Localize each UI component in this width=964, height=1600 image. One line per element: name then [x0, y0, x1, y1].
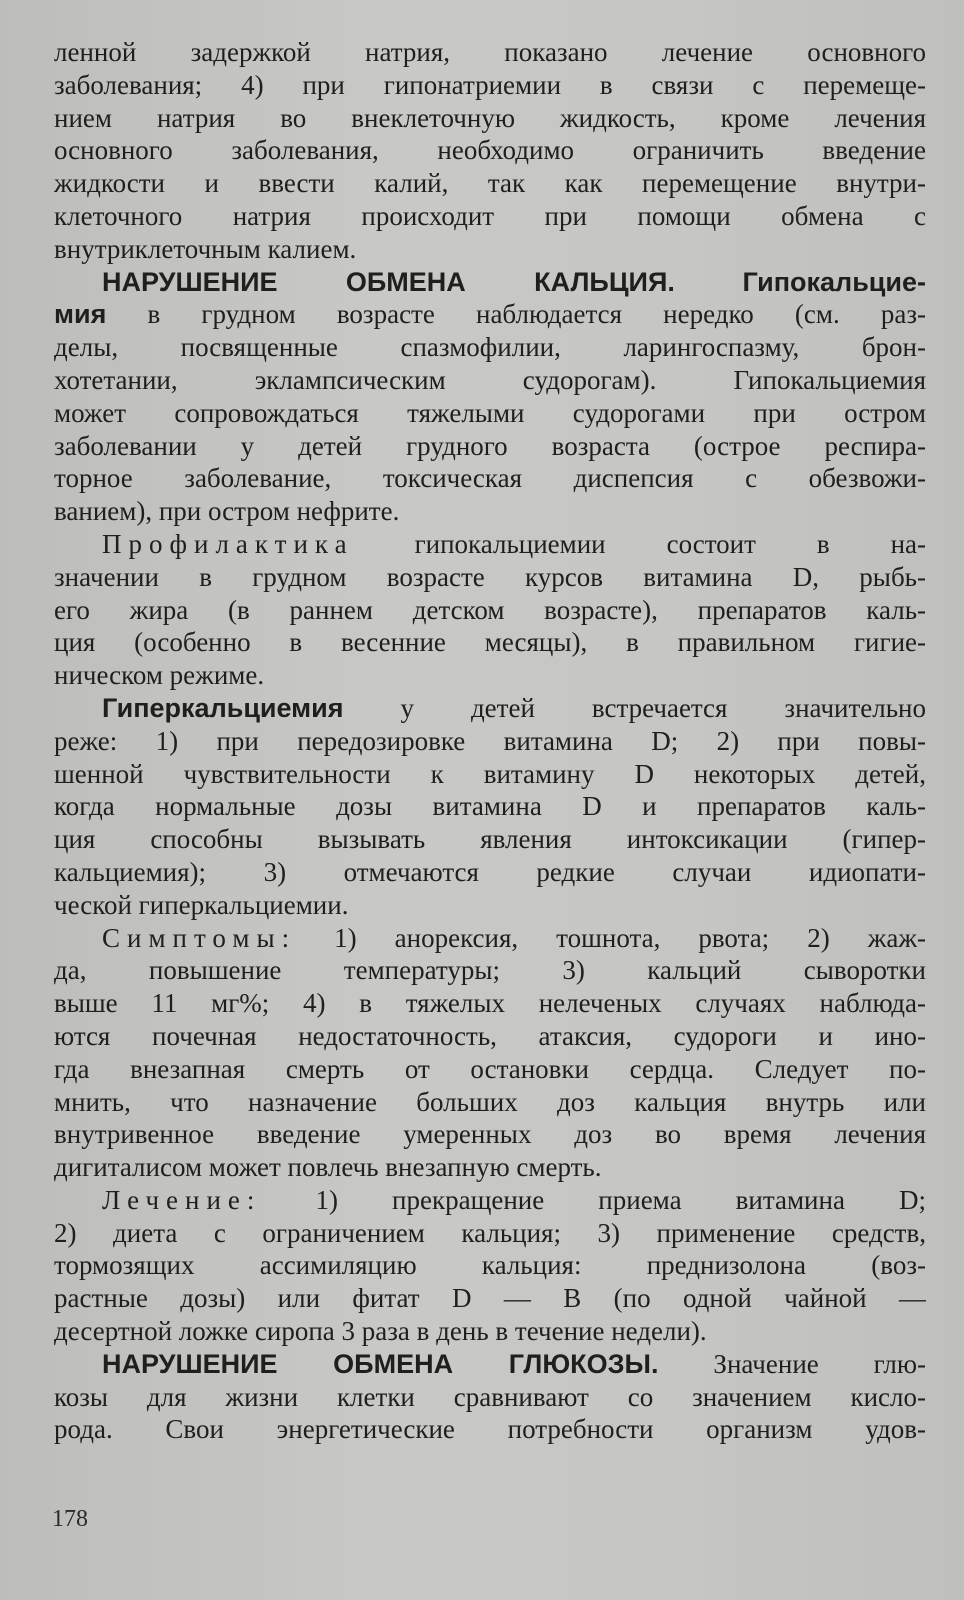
term-hypercalcemia: Гиперкальциемия: [102, 692, 344, 723]
text-line: нием натрия во внеклеточную жидкость, кроме лечения: [54, 102, 926, 133]
text-line: ванием), при остром нефрите.: [54, 496, 400, 527]
text-line: да, повышение температуры; 3) кальций сыворотки: [54, 955, 926, 986]
text-line: дигиталисом может повлечь внезапную смерть.: [54, 1152, 602, 1183]
text-line: мнить, что назначение больших доз кальция внутрь или: [54, 1086, 926, 1117]
calcium-section-heading-line: [54, 266, 926, 299]
glucose-section-heading: НАРУШЕНИЕ ОБМЕНА ГЛЮКОЗЫ.: [102, 1348, 659, 1379]
text-line: может сопровождаться тяжелыми судорогами при остром: [54, 397, 926, 428]
text-line: основного заболевания, необходимо ограничить введение: [54, 135, 926, 166]
treatment-line: Лечение: 1) прекращение приема витамина D;: [102, 1184, 926, 1215]
symptoms-label: Симптомы:: [102, 922, 297, 953]
treatment-label: Лечение:: [102, 1184, 262, 1215]
text-line: ленной задержкой натрия, показано лечение основного: [54, 37, 926, 67]
text-line: рода. Свои энергетические потребности организм удов-: [54, 1414, 926, 1445]
text-line: ническом режиме.: [54, 660, 265, 691]
text-line: 2) диета с ограничением кальция; 3) применение средств,: [54, 1217, 926, 1248]
text-line: хотетании, эклампсическим судорогам). Гипокальциемия: [54, 364, 926, 395]
hypercalcemia-line: Гиперкальциемия у детей встречается значительно: [102, 692, 926, 723]
text-line: выше 11 мг%; 4) в тяжелых нелеченых случаях наблюда-: [54, 988, 926, 1019]
prophylaxis-label: Профилактика: [102, 528, 354, 559]
glucose-section-heading-line: НАРУШЕНИЕ ОБМЕНА ГЛЮКОЗЫ. Значение глю-: [102, 1348, 926, 1379]
text-line: шенной чувствительности к витамину D некоторых детей,: [54, 758, 926, 789]
text-line: торное заболевание, токсическая диспепсия с обезвожи-: [54, 463, 926, 494]
text-line: когда нормальные дозы витамина D и препаратов каль-: [54, 791, 926, 822]
text-line: ция (особенно в весенние месяцы), в правильном гигие-: [54, 627, 926, 658]
text-line: значении в грудном возрасте курсов витамина D, рыбь-: [54, 561, 926, 592]
text-line: ция способны вызывать явления интоксикации (гипер-: [54, 824, 926, 855]
text-line: ются почечная недостаточность, атаксия, судороги и ино-: [54, 1020, 926, 1051]
text-line: растные дозы) или фитат D — B (по одной чайной —: [54, 1283, 926, 1314]
text-line: гда внезапная смерть от остановки сердца. Следует по-: [54, 1053, 926, 1084]
text-line: десертной ложке сиропа 3 раза в день в течение недели).: [54, 1316, 707, 1347]
text-line: внутривенное введение умеренных доз во время лечения: [54, 1119, 926, 1150]
text-line: его жира (в раннем детском возрасте), препаратов каль-: [54, 594, 926, 625]
term-hypocalcemia-end: мия: [54, 299, 107, 330]
text-line: жидкости и ввести калий, так как перемещение внутри-: [54, 168, 926, 199]
prophylaxis-line: Профилактика гипокальциемии состоит в на-: [102, 528, 926, 559]
text-line: ческой гиперкальциемии.: [54, 889, 349, 920]
text-line: заболевания; 4) при гипонатриемии в связи с перемеще-: [54, 69, 926, 100]
text-line: мия в грудном возрасте наблюдается нередко (см. раз-: [54, 299, 926, 330]
text-line: тормозящих ассимиляцию кальция: преднизолона (воз-: [54, 1250, 926, 1281]
text-line: козы для жизни клетки сравнивают со значением кисло-: [54, 1381, 926, 1412]
term-hypocalcemia: Гипокальцие-: [742, 266, 926, 297]
calcium-section-heading: НАРУШЕНИЕ ОБМЕНА КАЛЬЦИЯ.: [102, 266, 675, 297]
text-line: заболевании у детей грудного возраста (острое респира-: [54, 430, 926, 461]
body-text: [54, 36, 926, 1446]
text-line: кальциемия); 3) отмечаются редкие случаи идиопати-: [54, 856, 926, 887]
text-line: реже: 1) при передозировке витамина D; 2) при повы-: [54, 725, 926, 756]
text-line: делы, посвященные спазмофилии, ларингоспазму, брон-: [54, 332, 926, 363]
symptoms-line: Симптомы: 1) анорексия, тошнота, рвота; 2) жаж-: [102, 922, 926, 953]
page-number: 178: [52, 1506, 88, 1532]
text-line: внутриклеточным калием.: [54, 233, 357, 264]
text-line: клеточного натрия происходит при помощи обмена с: [54, 200, 926, 231]
